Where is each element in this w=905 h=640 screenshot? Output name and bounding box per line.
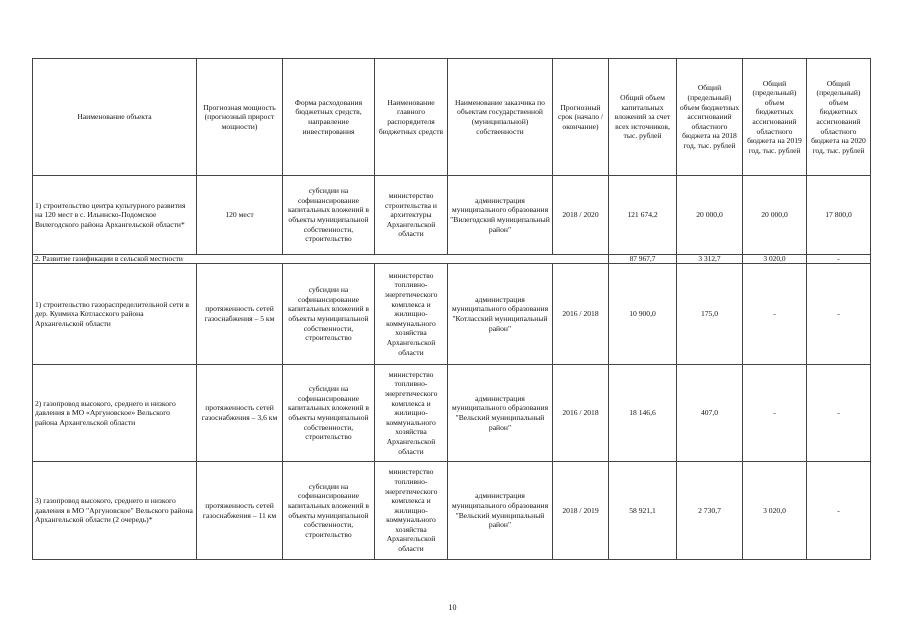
budget-manager-cell: министерство топливно-энергетического комплекса и жилищно-коммунального хозяйства Архангельской области [375, 365, 448, 462]
budget-2020-cell: - [807, 365, 871, 462]
header-object-name: Наименование объекта [33, 59, 197, 176]
header-budget-2019: Общий (предельный) объем бюджетных ассигнований областного бюджета на 2019 год, тыс. рублей [743, 59, 807, 176]
table-row [33, 462, 871, 560]
customer-cell: администрация муниципального образования "Вилегодский муниципальный район" [448, 176, 553, 255]
customer-cell: администрация муниципального образования "Котласский муниципальный район" [448, 264, 553, 365]
section-2020-cell: - [807, 255, 871, 264]
header-budget-manager: Наименование главного распорядителя бюджетных средств [375, 59, 448, 176]
capacity-cell: протяженность сетей газоснабжения – 3,6 км [197, 365, 283, 462]
table-header-row [33, 59, 871, 176]
object-name-cell: 1) строительство газораспределительной сети в дер. Куимиха Котласского района Архангельской области [33, 264, 197, 365]
budget-table-page [32, 58, 870, 560]
capacity-cell: 120 мест [197, 176, 283, 255]
budget-manager-cell: министерство строительства и архитектуры Архангельской области [375, 176, 448, 255]
customer-cell: администрация муниципального образования "Вельский муниципальный район" [448, 462, 553, 560]
table-row [33, 264, 871, 365]
budget-manager-cell: министерство топливно-энергетического комплекса и жилищно-коммунального хозяйства Архангельской области [375, 462, 448, 560]
spending-form-cell: субсидии на софинансирование капитальных вложений в объекты муниципальной собственности, строительство [283, 365, 375, 462]
table-row [33, 365, 871, 462]
capacity-cell: протяженность сетей газоснабжения – 5 км [197, 264, 283, 365]
object-name-cell: 3) газопровод высокого, среднего и низкого давления в МО "Аргуновское" Вельского района Архангельской области (2 очередь)* [33, 462, 197, 560]
section-title-cell: 2. Развитие газификации в сельской местности [33, 255, 609, 264]
header-term: Прогнозный срок (начало / окончание) [553, 59, 609, 176]
header-budget-2020: Общий (предельный) объем бюджетных ассигнований областного бюджета на 2020 год, тыс. рублей [807, 59, 871, 176]
term-cell: 2016 / 2018 [553, 264, 609, 365]
budget-2019-cell: - [743, 264, 807, 365]
header-budget-2018: Общий (предельный) объем бюджетных ассигнований областного бюджета на 2018 год, тыс. рублей [677, 59, 743, 176]
term-cell: 2018 / 2020 [553, 176, 609, 255]
object-name-cell: 1) строительство центра культурного развития на 120 мест в с. Ильинско-Подомское Вилегодского района Архангельской области* [33, 176, 197, 255]
budget-2020-cell: - [807, 462, 871, 560]
customer-cell: администрация муниципального образования "Вельский муниципальный район" [448, 365, 553, 462]
section-2018-cell: 3 312,7 [677, 255, 743, 264]
budget-2019-cell: 3 020,0 [743, 462, 807, 560]
total-investment-cell: 18 146,6 [609, 365, 677, 462]
budget-2020-cell: 17 800,0 [807, 176, 871, 255]
header-capacity: Прогнозная мощность (прогнозный прирост мощности) [197, 59, 283, 176]
budget-2019-cell: - [743, 365, 807, 462]
spending-form-cell: субсидии на софинансирование капитальных вложений в объекты муниципальной собственности, строительство [283, 176, 375, 255]
section-total-cell: 87 967,7 [609, 255, 677, 264]
header-spending-form: Форма расходования бюджетных средств, направление инвестирования [283, 59, 375, 176]
spending-form-cell: субсидии на софинансирование капитальных вложений в объекты муниципальной собственности, строительство [283, 264, 375, 365]
budget-2018-cell: 175,0 [677, 264, 743, 365]
section-row [33, 255, 871, 264]
budget-2018-cell: 2 730,7 [677, 462, 743, 560]
budget-2018-cell: 407,0 [677, 365, 743, 462]
table-row [33, 176, 871, 255]
budget-2018-cell: 20 000,0 [677, 176, 743, 255]
investment-objects-table [32, 58, 871, 560]
budget-2019-cell: 20 000,0 [743, 176, 807, 255]
term-cell: 2018 / 2019 [553, 462, 609, 560]
capacity-cell: протяженность сетей газоснабжения – 11 км [197, 462, 283, 560]
object-name-cell: 2) газопровод высокого, среднего и низкого давления в МО «Аргуновское» Вельского района Архангельской области [33, 365, 197, 462]
total-investment-cell: 10 900,0 [609, 264, 677, 365]
term-cell: 2016 / 2018 [553, 365, 609, 462]
page-number: 10 [448, 603, 457, 612]
header-customer: Наименование заказчика по объектам государственной (муниципальной) собственности [448, 59, 553, 176]
budget-manager-cell: министерство топливно-энергетического комплекса и жилищно-коммунального хозяйства Архангельской области [375, 264, 448, 365]
header-total-investment: Общий объем капитальных вложений за счет всех источников, тыс. рублей [609, 59, 677, 176]
total-investment-cell: 58 921,1 [609, 462, 677, 560]
total-investment-cell: 121 674,2 [609, 176, 677, 255]
section-2019-cell: 3 020,0 [743, 255, 807, 264]
budget-2020-cell: - [807, 264, 871, 365]
spending-form-cell: субсидии на софинансирование капитальных вложений в объекты муниципальной собственности, строительство [283, 462, 375, 560]
